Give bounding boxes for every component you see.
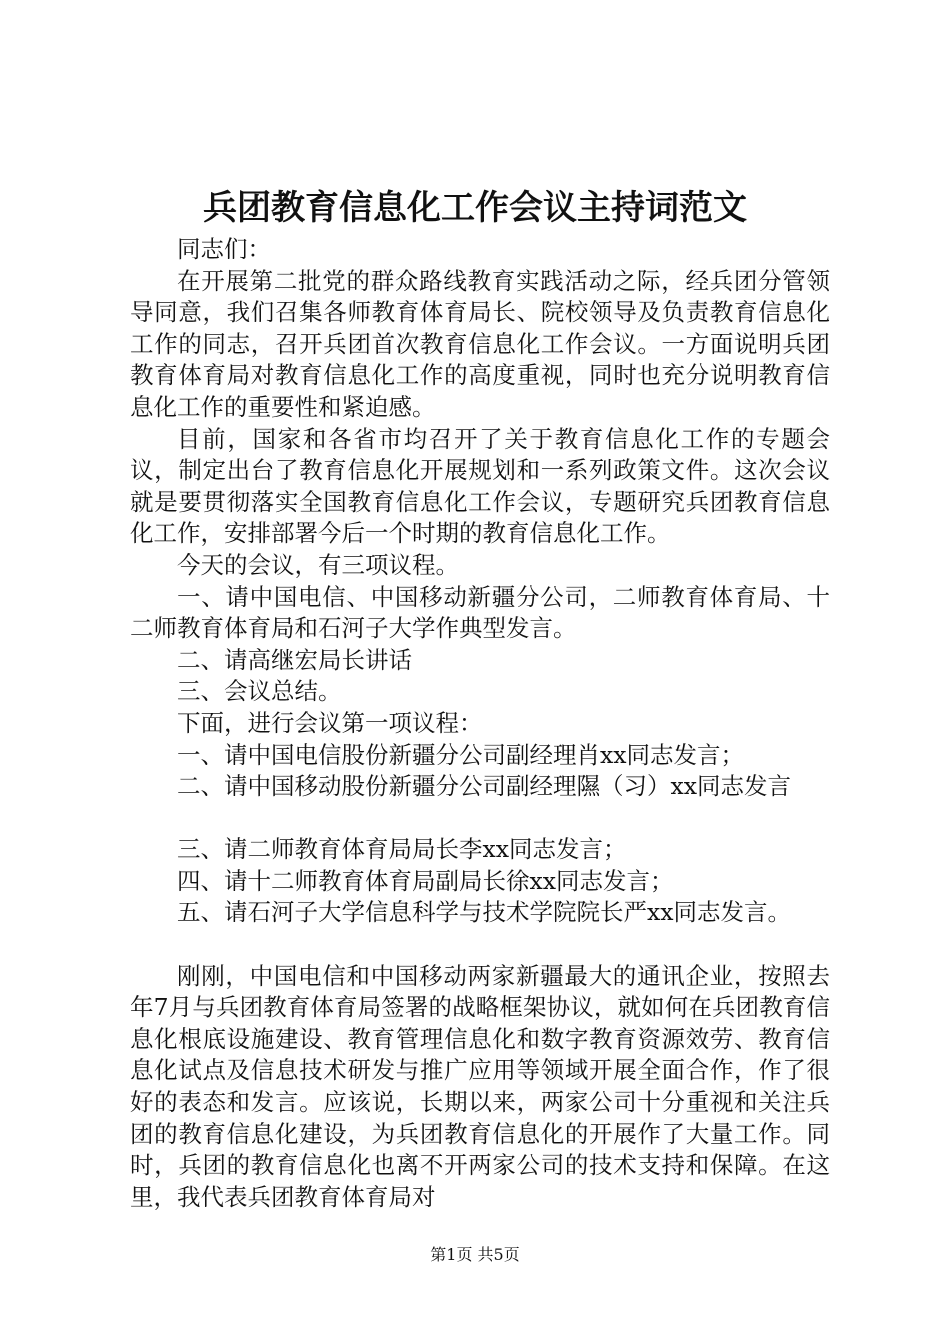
paragraph-background: 目前，国家和各省市均召开了关于教育信息化工作的专题会议，制定出台了教育信息化开展规划和一系列政策文件。这次会议就是要贯彻落实全国教育信息化工作会议，专题研究兵团教育信息化工作，安排部署今后一个时期的教育信息化工作。 [130,424,830,548]
paragraph-agenda-intro: 今天的会议，有三项议程。 [177,550,459,579]
paragraph-first-item-intro: 下面，进行会议第一项议程： [177,708,483,737]
paragraph-speaker-2: 二、请中国移动股份新疆分公司副经理隰（习）xx同志发言 [177,772,792,801]
paragraph-agenda-item-1: 一、请中国电信、中国移动新疆分公司，二师教育体育局、十二师教育体育局和石河子大学作典型发言。 [130,582,830,643]
paragraph-speaker-1: 一、请中国电信股份新疆分公司副经理肖xx同志发言； [177,740,745,769]
paragraph-salutation: 同志们： [177,235,271,263]
paragraph-summary: 刚刚，中国电信和中国移动两家新疆最大的通讯企业，按照去年7月与兵团教育体育局签署的战略框架协议，就如何在兵团教育信息化根底设施建设、教育管理信息化和数字教育资源效劳、教育信息化试点及信息技术研发与推广应用等领域开展全面合作，作了很好的表态和发言。应该说，长期以来，两家公司十分重视和关注兵团的教育信息化建设，为兵团教育信息化的开展作了大量工作。同时，兵团的教育信息化也离不开两家公司的技术支持和保障。在这里，我代表兵团教育体育局对 [130,961,830,1211]
blank-line [130,929,830,961]
paragraph-speaker-4: 四、请十二师教育体育局副局长徐xx同志发言； [177,866,674,895]
paragraph-intro: 在开展第二批党的群众路线教育实践活动之际，经兵团分管领导同意，我们召集各师教育体育局长、院校领导及负责教育信息化工作的同志，召开兵团首次教育信息化工作会议。一方面说明兵团教育体育局对教育信息化工作的高度重视，同时也充分说明教育信息化工作的重要性和紧迫感。 [130,266,830,421]
blank-line [130,803,830,835]
document-body [130,234,830,1213]
paragraph-agenda-item-3: 三、会议总结。 [177,677,342,706]
document-title: 兵团教育信息化工作会议主持词范文 [203,188,747,228]
paragraph-speaker-5: 五、请石河子大学信息科学与技术学院院长严xx同志发言。 [177,898,792,927]
paragraph-speaker-3: 三、请二师教育体育局局长李xx同志发言； [177,835,627,864]
paragraph-agenda-item-2: 二、请高继宏局长讲话 [177,645,412,674]
page-number-footer: 第1页 共5页 [430,1245,520,1264]
